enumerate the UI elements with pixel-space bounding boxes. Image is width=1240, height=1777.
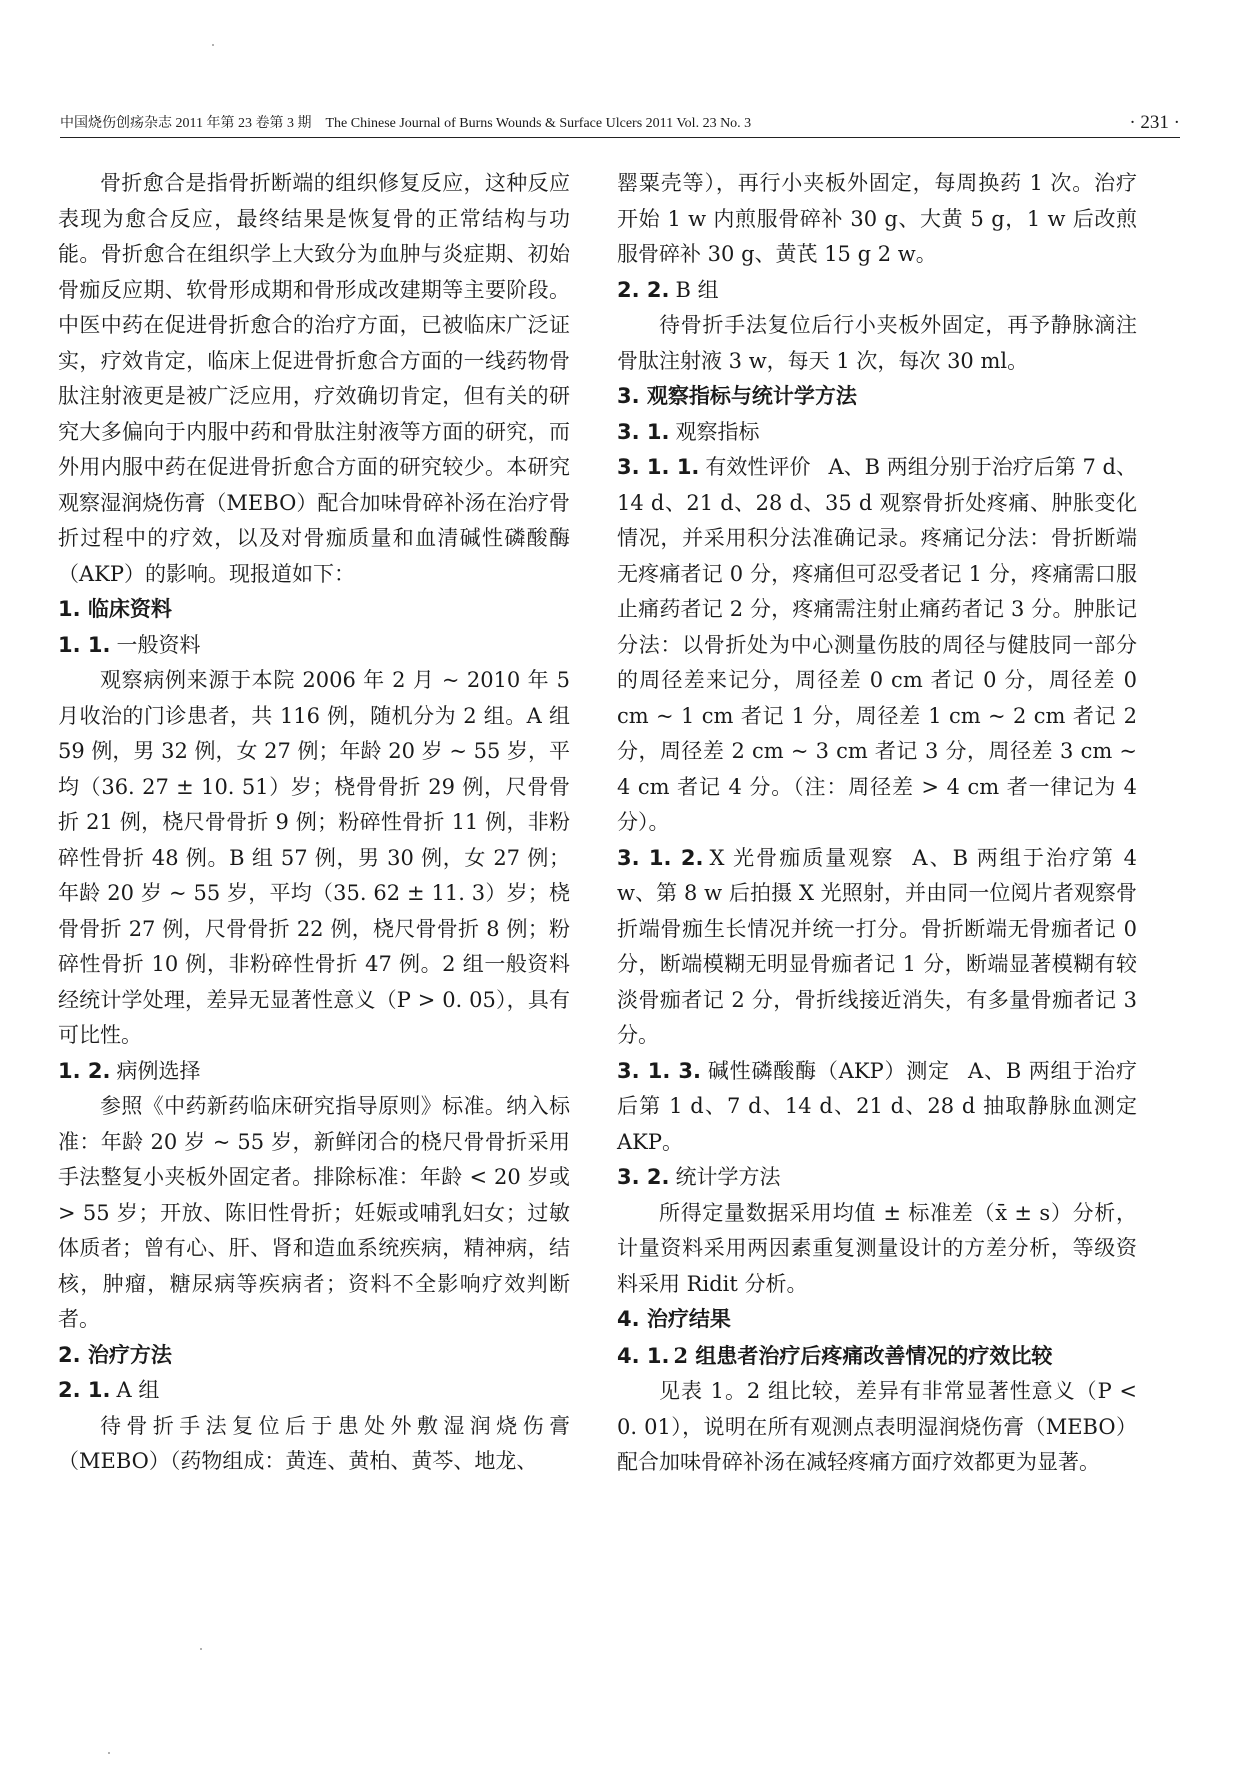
subsection-heading-1-1 bbox=[58, 628, 570, 664]
subsection-number: 1. 2. bbox=[58, 1058, 111, 1083]
journal-title-en: The Chinese Journal of Burns Wounds & Surface Ulcers 2011 Vol. 23 No. 3 bbox=[325, 116, 752, 131]
running-header bbox=[60, 112, 1180, 138]
scan-speck bbox=[200, 1648, 202, 1650]
statistics-paragraph: 所得定量数据采用均值 ± 标准差（x̄ ± s）分析，计量资料采用两因素重复测量设计的方差分析，等级资料采用 Ridit 分析。 bbox=[617, 1200, 1137, 1296]
section-heading-4 bbox=[617, 1302, 1137, 1338]
subsection-heading-1-2 bbox=[58, 1054, 570, 1090]
subsubsection-title: 碱性磷酸酶（AKP）测定 bbox=[707, 1058, 951, 1083]
intro-paragraph: 骨折愈合是指骨折断端的组织修复反应，这种反应表现为愈合反应，最终结果是恢复骨的正常结构与功能。骨折愈合在组织学上大致分为血肿与炎症期、初始骨痂反应期、软骨形成期和骨形成改建期等主要阶段。中医中药在促进骨折愈合的治疗方面，已被临床广泛证实，疗效肯定，临床上促进骨折愈合方面的一线药物骨肽注射液更是被广泛应用，疗效确切肯定，但有关的研究大多偏向于内服中药和骨肽注射液等方面的研究，而外用内服中药在促进骨折愈合方面的研究较少。本研究观察湿润烧伤膏（MEBO）配合加味骨碎补汤在治疗骨折过程中的疗效，以及对骨痂质量和血清碱性磷酸酶（AKP）的影响。现报道如下： bbox=[58, 171, 570, 586]
subsubsection-3-1-1 bbox=[617, 450, 1137, 841]
subsubsection-text: A、B 两组于治疗第 4 w、第 8 w 后拍摄 X 光照射，并由同一位阅片者观察骨折端骨痂生长情况并统一打分。骨折断端无骨痂者记 0 分，断端模糊无明显骨痂者记 1 分，断端显著模糊有较淡骨痂者记 2 分，骨折线接近消失，有多量骨痂者记 3 分。 bbox=[617, 845, 1138, 1047]
group-a-paragraph: 待骨折手法复位后于患处外敷湿润烧伤膏（MEBO）（药物组成：黄连、黄柏、黄芩、地龙、 bbox=[58, 1413, 570, 1473]
subsubsection-title: 有效性评价 bbox=[705, 455, 811, 479]
section-number: 2. bbox=[58, 1342, 81, 1367]
subsubsection-number: 3. 1. 2. bbox=[617, 845, 704, 870]
section-number: 3. bbox=[617, 384, 640, 408]
subsubsection-text: A、B 两组于治疗后第 1 d、7 d、14 d、21 d、28 d 抽取静脉血测定 AKP。 bbox=[617, 1058, 1138, 1154]
subsection-title: 2 组患者治疗后疼痛改善情况的疗效比较 bbox=[673, 1342, 1053, 1368]
journal-title-cn: 中国烧伤创疡杂志 2011 年第 23 卷第 3 期 bbox=[60, 116, 312, 131]
subsection-title: 统计学方法 bbox=[675, 1165, 781, 1189]
subsubsection-3-1-3 bbox=[617, 1054, 1137, 1161]
section-title: 治疗方法 bbox=[87, 1342, 172, 1367]
section-title: 观察指标与统计学方法 bbox=[646, 384, 857, 408]
subsection-number: 3. 2. bbox=[617, 1165, 670, 1189]
right-column bbox=[617, 166, 1137, 1481]
subsection-number: 2. 2. bbox=[617, 277, 670, 302]
group-a-continued-paragraph: 罂粟壳等），再行小夹板外固定，每周换药 1 次。治疗开始 1 w 内煎服骨碎补 30 g、大黄 5 g，1 w 后改煎服骨碎补 30 g、黄芪 15 g 2 w。 bbox=[617, 171, 1137, 266]
subsubsection-number: 3. 1. 1. bbox=[617, 455, 700, 479]
subsection-number: 3. 1. bbox=[617, 419, 670, 444]
subsection-heading-3-1 bbox=[617, 415, 1137, 451]
section-heading-1 bbox=[58, 592, 570, 628]
header-rule bbox=[60, 137, 1180, 138]
subsection-title: B 组 bbox=[675, 277, 719, 302]
results-paragraph: 见表 1。2 组比较，差异有非常显著性意义（P < 0. 01），说明在所有观测点表明湿润烧伤膏（MEBO）配合加味骨碎补汤在减轻疼痛方面疗效都更为显著。 bbox=[617, 1379, 1137, 1474]
section-number: 4. bbox=[617, 1307, 640, 1331]
section-heading-3 bbox=[617, 379, 1137, 415]
subsection-heading-2-1 bbox=[58, 1373, 570, 1409]
scan-speck bbox=[108, 1752, 110, 1754]
subsubsection-number: 3. 1. 3. bbox=[617, 1058, 702, 1083]
group-b-paragraph: 待骨折手法复位后行小夹板外固定，再予静脉滴注骨肽注射液 3 w，每天 1 次，每次 30 ml。 bbox=[617, 313, 1137, 373]
subsection-number: 4. 1. bbox=[617, 1343, 670, 1368]
scan-speck bbox=[212, 44, 214, 46]
section-number: 1. bbox=[58, 597, 81, 621]
page-number: · 231 · bbox=[1129, 112, 1180, 133]
subsection-title: A 组 bbox=[116, 1378, 160, 1402]
journal-citation bbox=[60, 112, 751, 132]
subsection-number: 1. 1. bbox=[58, 632, 111, 657]
general-data-paragraph: 观察病例来源于本院 2006 年 2 月 ~ 2010 年 5 月收治的门诊患者，共 116 例，随机分为 2 组。A 组 59 例，男 32 例，女 27 例；年龄 20 岁 ~ 55 岁，平均（36. 27 ± 10. 51）岁；桡骨骨折 29 例，尺骨骨折 21 例，桡尺骨骨折 9 例；粉碎性骨折 11 例，非粉碎性骨折 48 例。B 组 57 例，男 30 例，女 27 例；年龄 20 岁 ~ 55 岁，平均（35. 62 ± 11. 3）岁；桡骨骨折 27 例，尺骨骨折 22 例，桡尺骨骨折 8 例；粉碎性骨折 10 例，非粉碎性骨折 47 例。2 组一般资料经统计学处理，差异无显著性意义（P > 0. 05），具有可比性。 bbox=[58, 668, 570, 1047]
subsection-title: 病例选择 bbox=[116, 1058, 201, 1083]
case-selection-paragraph: 参照《中药新药临床研究指导原则》标准。纳入标准：年龄 20 岁 ~ 55 岁，新鲜闭合的桡尺骨骨折采用手法整复小夹板外固定者。排除标准：年龄 < 20 岁或 > 55 岁；开放、陈旧性骨折；妊娠或哺乳妇女；过敏体质者；曾有心、肝、肾和造血系统疾病，精神病，结核，肿瘤，糖尿病等疾病者；资料不全影响疗效判断者。 bbox=[58, 1094, 570, 1331]
subsubsection-title: X 光骨痂质量观察 bbox=[709, 845, 895, 870]
section-title: 治疗结果 bbox=[646, 1307, 731, 1331]
subsection-heading-4-1 bbox=[617, 1338, 1137, 1375]
subsection-heading-3-2 bbox=[617, 1160, 1137, 1196]
section-heading-2 bbox=[58, 1338, 570, 1374]
subsubsection-text: A、B 两组分别于治疗后第 7 d、14 d、21 d、28 d、35 d 观察骨折处疼痛、肿胀变化情况，并采用积分法准确记录。疼痛记分法：骨折断端无疼痛者记 0 分，疼痛但可忍受者记 1 分，疼痛需口服止痛药者记 2 分，疼痛需注射止痛药者记 3 分。肿胀记分法：以骨折处为中心测量伤肢的周径与健肢同一部分的周径差来记分，周径差 0 cm 者记 0 分，周径差 0 cm ~ 1 cm 者记 1 分，周径差 1 cm ~ 2 cm 者记 2 分，周径差 2 cm ~ 3 cm 者记 3 分，周径差 3 cm ~ 4 cm 者记 4 分。（注：周径差 > 4 cm 者一律记为 4 分）。 bbox=[617, 455, 1137, 834]
left-column bbox=[58, 166, 570, 1480]
subsection-number: 2. 1. bbox=[58, 1378, 111, 1402]
subsubsection-3-1-2 bbox=[617, 841, 1137, 1054]
subsection-title: 观察指标 bbox=[675, 419, 760, 444]
section-title: 临床资料 bbox=[87, 597, 172, 621]
subsection-title: 一般资料 bbox=[116, 632, 201, 657]
subsection-heading-2-2 bbox=[617, 273, 1137, 309]
